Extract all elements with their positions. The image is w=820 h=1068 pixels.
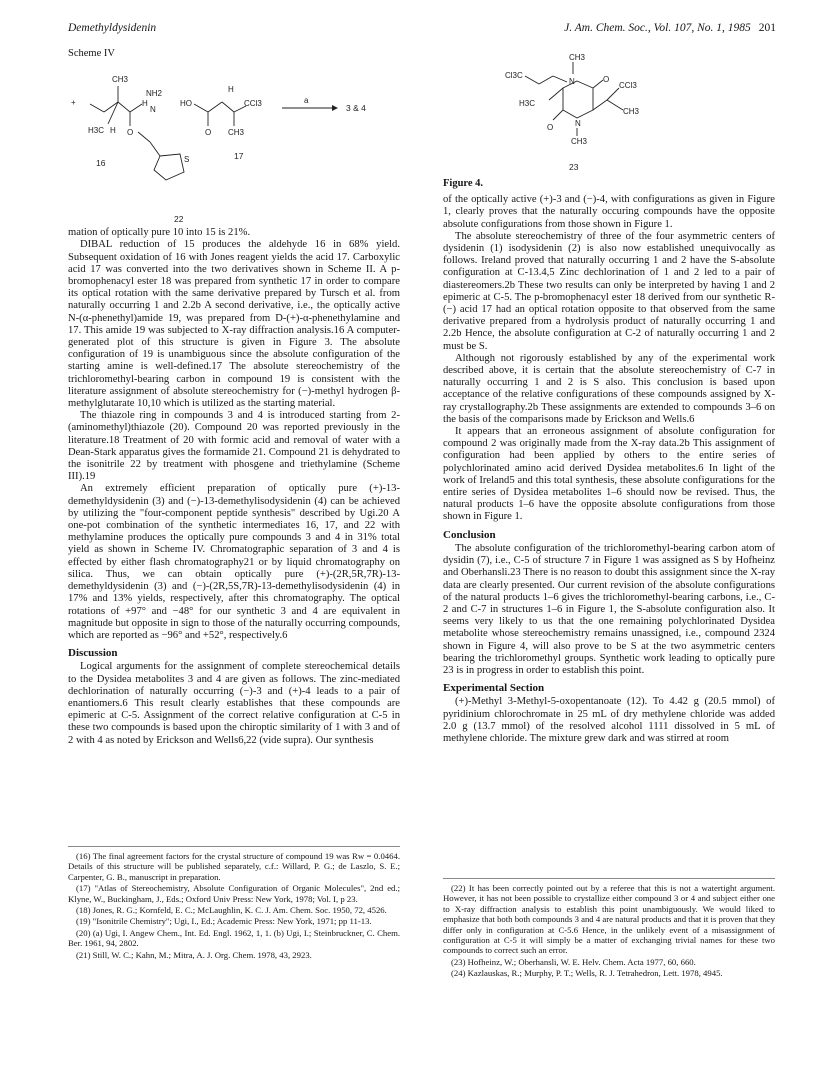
fig-atom-ch3-bottom: CH3	[571, 137, 588, 146]
scheme-atom-o2: O	[205, 128, 212, 138]
fig-bond	[539, 76, 553, 84]
scheme-atom-ho: HO	[180, 99, 192, 109]
scheme-atom-ch3-b: CH3	[228, 128, 245, 138]
fig-atom-ch3-right: CH3	[623, 107, 640, 116]
right-column	[443, 48, 775, 745]
scheme-bond	[118, 102, 130, 112]
fig-bond	[607, 100, 623, 110]
diketopiperazine-ring	[563, 81, 593, 118]
scheme-bond	[90, 104, 104, 112]
figure-4-diagram	[443, 48, 775, 176]
scheme-atom-n: S	[184, 155, 190, 165]
scheme-atom-h: H	[142, 99, 148, 109]
fig-atom-o1: O	[603, 75, 610, 84]
footnote: (19) "Isonitrile Chemistry"; Ugi, I., Ed.; Academic Press: New York, 1971; pp 11-13.	[76, 916, 372, 927]
body-paragraph: of the optically active (+)-3 and (−)-4, with configurations as given in Figure 1, clearly proves that the naturally occuring compounds have the opposite absolute configurations from those shown in Figure 1.	[443, 194, 775, 230]
scheme-bond	[208, 102, 222, 112]
fig-atom-n2: N	[575, 119, 581, 128]
thiazole-ring	[154, 154, 184, 180]
scheme-iv-svg	[68, 62, 400, 227]
scheme-bond	[194, 104, 208, 112]
footnote: (20) (a) Ugi, I. Angew Chem., Int. Ed. Engl. 1962, 1, 1. (b) Ugi, I.; Steinbruckner, C. Chem. Ber. 1961, 94, 2802.	[68, 927, 400, 949]
footnote: (17) "Atlas of Stereochemistry, Absolute Configuration of Organic Molecules", 2nd ed.; Klyne, W., Buckingham, J., Eds.; Oxford Univ Press: New York, 1978; Vol. I, p 23.	[68, 883, 400, 904]
body-paragraph: (+)-Methyl 3-Methyl-5-oxopentanoate (12). To 4.42 g (20.5 mmol) of pyridinium chlorochromate in 25 mL of dry methylene chloride was added 2.0 g (13.7 mmol) of the resolved alcohol 1111 dissolved in 5 mL of methylene chloride. The mixture grew dark and was stirred at room	[443, 696, 775, 744]
fig-bond	[593, 100, 607, 110]
fig-bond	[553, 76, 567, 82]
running-header-title: Demethyldysidenin	[68, 22, 157, 34]
journal-citation: J. Am. Chem. Soc., Vol. 107, No. 1, 1985	[564, 22, 751, 34]
fig-bond	[525, 76, 539, 84]
fig-atom-n1: N	[569, 77, 575, 86]
footnote: (22) It has been correctly pointed out by a referee that this is not a watertight argument. However, it has not been possible to crystallize either compound 3 or 4 and subject either one to X-ray diffraction analysis to establish this point unambiguously. We would liked to emphasize that both both compounds 3 and 4 are natural products and that it is proven that they differ only in configuration at C-5.6 Hence, in the unlikely event of a misassignment of configuration at C-5 it will simply be a matter of exchanging trivial names for these two compounds to correct such an error.	[443, 883, 775, 956]
page-number: 201	[758, 22, 776, 34]
scheme-atom-ch3: CH3	[112, 75, 129, 85]
scheme-bond	[150, 142, 160, 156]
scheme-atom-cl3c: +	[71, 98, 76, 108]
section-heading-discussion: Discussion	[68, 647, 118, 660]
left-column	[68, 48, 400, 747]
scheme-atom-h3c: H3C	[88, 126, 105, 136]
scheme-atom-nh2: NH2	[146, 89, 163, 99]
scheme-title: Scheme IV	[68, 48, 115, 59]
figure-4-svg	[443, 48, 775, 176]
body-paragraph: The absolute configuration of the trichloromethyl-bearing carbon atom of dysidin (7), i.e., C-5 of structure 7 in Figure 1 was assigned as S by Hofheinz and Oberhansli.23 There is no reason to doubt this assignment since the X-ray data are clearly presented. Our current revision of the absolute configurations of the natural products 1–6 gives the trichloromethyl-bearing carbons, i.e., C-2 and C-7 in structures 1–6 in Figure 1, the S-absolute configuration also. It seems very likely to us that the one remaining polychlorinated Dysidea metabolite whose stereochemistry remains unassigned, i.e., compound 2324 shown in Figure 4, will also prove to be S at the two asymmetric centers bearing the trichloromethyl groups. Synthetic work leading to optically pure 23 is in progress in order to establish this point.	[443, 542, 775, 676]
scheme-label-16: 16	[96, 158, 106, 169]
reaction-arrow-head	[332, 105, 338, 111]
figure-caption: Figure 4.	[443, 178, 484, 189]
running-header-journal	[564, 22, 776, 34]
body-paragraph: Logical arguments for the assignment of complete stereochemical details to the Dysidea metabolites 3 and 4 are given as follows. The zinc-mediated dechlorination of naturally occurring (−)-3 and (+)-4 leads to a pair of enantiomers.6 This result clearly establishes that these compounds are epimeric at C-5. Assignment of the correct relative configuration at C-5 in these two compounds is based upon the chiroptic similarity of 1 with 3 and of 2 with 4 as noted by Erickson and Wells6,22 (vide supra). Our synthesis	[68, 661, 400, 746]
footnote: (24) Kazlauskas, R.; Murphy, P. T.; Wells, R. J. Tetrahedron, Lett. 1978, 4945.	[451, 968, 723, 979]
scheme-atom-ccl3: CCl3	[244, 99, 262, 109]
scheme-product-label: 3 & 4	[346, 103, 366, 114]
fig-bond	[553, 110, 563, 120]
footnotes-right	[443, 878, 775, 980]
fig-atom-cl3c: Cl3C	[505, 71, 523, 80]
scheme-atom-o: O	[127, 128, 134, 138]
fig-atom-o2: O	[547, 123, 554, 132]
figure-compound-label-23: 23	[569, 162, 579, 172]
body-paragraph: The absolute stereochemistry of three of the four asymmetric centers of dysidenin (1) isodysidenin (2) is also now established unequivocally as follows. Ireland proved that naturally occurring 1 and 2 have the S-absolute configuration at C-13.4,5 Zinc dechlorination of 1 and 2 led to a pair of diastereomers.2b These two results can only be interpreted by having 1 and 2 epimeric at C-5. The p-bromophenacyl ester 18 derived from our synthetic R-(−) acid 17 had an optical rotation opposite to that observed from the same derivative prepared from a hydrolysis product of naturally occurring 1 and 2.2b Hence, the absolute configuration at C-2 of naturally occurring 1 and 2 must be S.	[443, 230, 775, 352]
body-paragraph: DIBAL reduction of 15 produces the aldehyde 16 in 68% yield. Subsequent oxidation of 16 with Jones reagent yields the acid 17. Carboxylic acid 17 was converted into the two derivatives shown in Scheme II. A p-bromophenacyl ester 18 was prepared from synthetic 17 in order to compare its optical rotation with the same derivative prepared by Tursch et al. from naturally occurring 1 and 2.2b A second derivative, i.e., the optically active N-(α-phenethyl)amide 19, was prepared from D-(+)-α-phenethylamine and 17. This amide 19 was subjected to X-ray diffraction analysis.16 A computer-generated plot of this structure is given in Figure 3. The absolute configuration of 19 is unambiguous since the absolute configuration of the starting amine is well-defined.17 The absolute stereochemistry of the trichloromethyl-bearing carbon in compound 19 is consistent with the literature assignment of absolute stereochemistry for (−)-methyl hydrogen β-methylglutarate 10,10 which is utilized as the starting material.	[68, 239, 400, 410]
body-paragraph: The thiazole ring in compounds 3 and 4 is introduced starting from 2-(aminomethyl)thiazole (20). Compound 20 was reported previously in the literature.18 Treatment of 20 with formic acid and removal of water with a Dean-Stark apparatus gives the formamide 21. Compound 21 is dehydrated to the isonitrile 22 by treatment with phosgene and triethylamine (Scheme III).19	[68, 410, 400, 483]
fig-bond	[593, 80, 603, 88]
section-heading-conclusion: Conclusion	[443, 528, 496, 541]
scheme-bond	[138, 132, 150, 142]
scheme-atom-h2: H	[110, 126, 116, 136]
body-paragraph: An extremely efficient preparation of optically pure (+)-13-demethyldysidenin (3) and (−)-13-demethylisodysidenin (4) can be achieved by utilizing the "four-component peptide synthesis" described by Ugi.20 A one-pot combination of the synthetic intermediates 16, 17, and 22 with methylamine produces the optically pure compounds 3 and 4 in 31% total yield as shown in Scheme IV. Chromatographic separation of 3 and 4 is effected by either flash chromatography21 or by liquid chromatography on silica. Thus, we can obtain optically pure (+)-(2R,5R,7R)-13-demethyldysidenin (3) and (−)-(2R,5S,7R)-13-demethylisodysidenin (4) in 17% and 13% yields, respectively, after this chromatography. The optical rotations of +97° and −48° for our synthetic 3 and 4 are equivalent in magnitude but opposite in sign to those of the naturally occurring compounds, which are reported as −96° and +52°, respectively.6	[68, 483, 400, 641]
scheme-label-22: 22	[174, 214, 184, 225]
fig-atom-ccl3: CCl3	[619, 81, 637, 90]
body-paragraph: mation of optically pure 10 into 15 is 21%.	[68, 227, 251, 239]
footnotes-left	[68, 846, 400, 961]
scheme-atom-h-b: H	[228, 85, 234, 95]
reaction-condition-a: a	[304, 96, 309, 106]
fig-atom-h3c: H3C	[519, 99, 536, 108]
footnote: (18) Jones, R. G.; Kornfeld, E. C.; McLaughlin, K. C. J. Am. Chem. Soc. 1950, 72, 4526.	[76, 905, 387, 916]
fig-atom-ch3-top: CH3	[569, 53, 586, 62]
section-heading-experimental: Experimental Section	[443, 682, 545, 695]
fig-bond	[549, 88, 563, 100]
scheme-iv-diagram	[68, 62, 400, 227]
footnote: (23) Hofheinz, W.; Oberhansli, W. E. Helv. Chem. Acta 1977, 60, 660.	[451, 956, 696, 967]
fig-bond	[607, 88, 619, 100]
footnote: (21) Still, W. C.; Kahn, M.; Mitra, A. J. Org. Chem. 1978, 43, 2923.	[76, 949, 312, 960]
scheme-bond	[222, 102, 234, 112]
footnote: (16) The final agreement factors for the crystal structure of compound 19 was Rw = 0.0464. Details of this structure will be published separately, c.f.: Willard, P. G.; de Laszlo, S. E.; Carpenter, G. B., manuscript in preparation.	[68, 851, 400, 882]
scheme-label-17: 17	[234, 151, 244, 162]
body-paragraph: It appears that an erroneous assignment of absolute configuration for compound 2 was originally made from the X-ray data.2b This assignment of configuration had been applied by others to the entire series of polychlorinated amino acid derived Dysidea metabolites.6 In light of the work of Ireland5 and this total synthesis, these absolute configurations for the entire series of Dysidea metabolites 1–6 should now be revised. Thus, the natural products 1–6 have the opposite absolute configurations from those shown in Figure 1.	[443, 426, 775, 523]
scheme-plus: N	[150, 105, 156, 115]
scheme-bond	[130, 104, 142, 112]
body-paragraph: Although not rigorously established by any of the experimental work described above, it is certain that the absolute stereochemistry of C-7 in naturally occurring 1 and 2 is S also. This conclusion is based upon acceptance of the relative configurations of these compounds assigned by X-ray crystallography.2b These assignments are extended to compounds 3–6 on the basis of the comparisons made by Erickson and Wells.6	[443, 352, 775, 425]
